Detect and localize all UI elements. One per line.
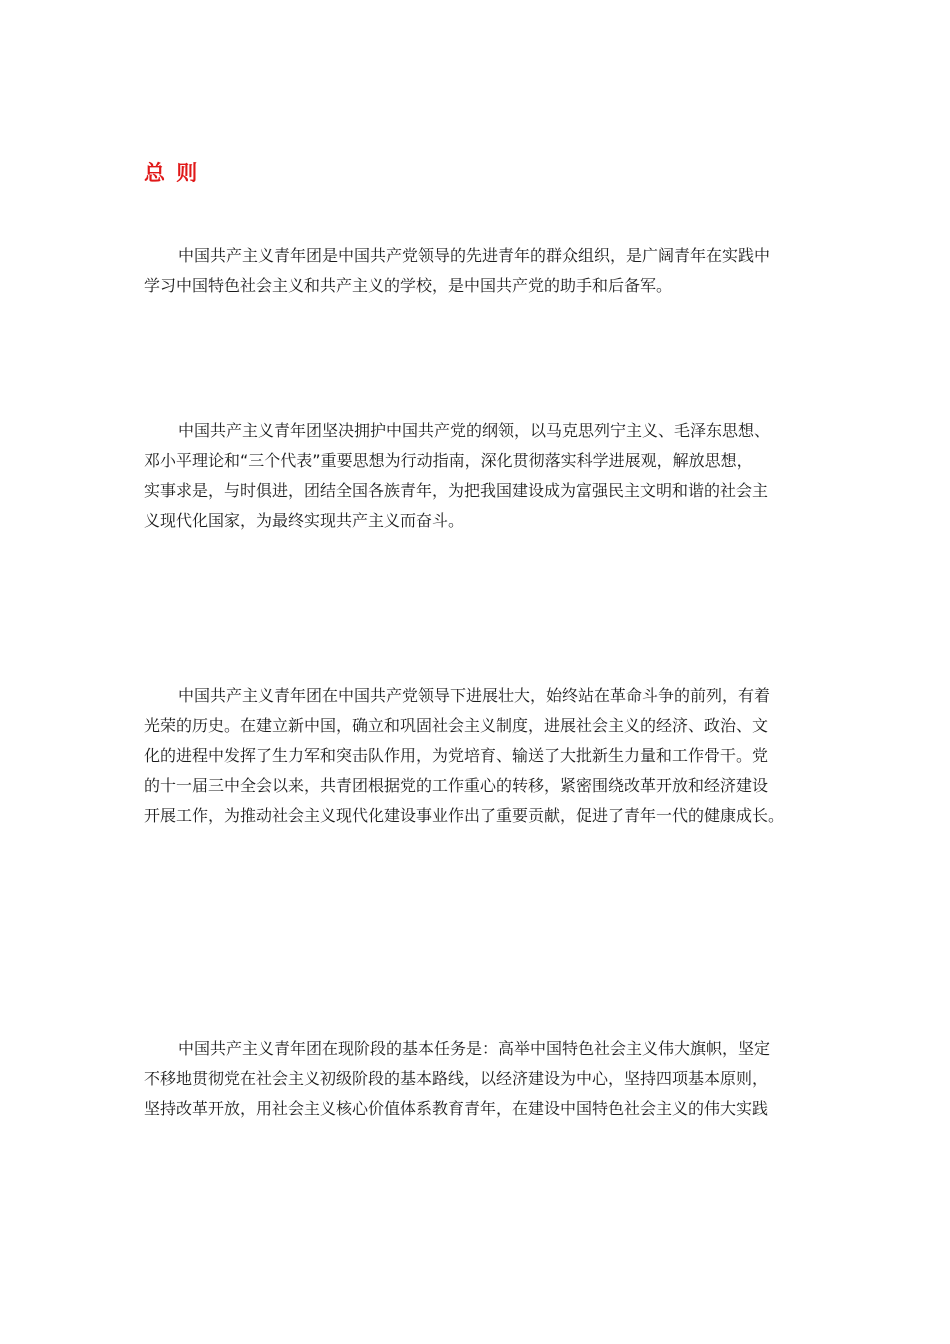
paragraph-line: 中国共产主义青年团是中国共产党领导的先进青年的群众组织，是广阔青年在实践中 — [178, 246, 771, 265]
paragraph-line: 中国共产主义青年团在现阶段的基本任务是：高举中国特色社会主义伟大旗帜，坚定 — [178, 1039, 771, 1058]
paragraph — [144, 681, 810, 831]
paragraph-line: 的十一届三中全会以来，共青团根据党的工作重心的转移，紧密围绕改革开放和经济建设 — [144, 776, 769, 795]
paragraph-line: 中国共产主义青年团在中国共产党领导下进展壮大，始终站在革命斗争的前列，有着 — [178, 686, 771, 705]
paragraph — [144, 416, 810, 536]
paragraph-line: 学习中国特色社会主义和共产主义的学校，是中国共产党的助手和后备军。 — [144, 276, 673, 295]
paragraph-line: 邓小平理论和“三个代表”重要思想为行动指南，深化贯彻落实科学进展观，解放思想， — [144, 451, 753, 470]
paragraph-line: 实事求是，与时俱进，团结全国各族青年，为把我国建设成为富强民主文明和谐的社会主 — [144, 481, 769, 500]
paragraph — [144, 1034, 810, 1124]
paragraph-line: 义现代化国家，为最终实现共产主义而奋斗。 — [144, 511, 465, 530]
paragraph-line: 开展工作，为推动社会主义现代化建设事业作出了重要贡献，促进了青年一代的健康成长。 — [144, 806, 785, 825]
paragraph-line: 不移地贯彻党在社会主义初级阶段的基本路线，以经济建设为中心，坚持四项基本原则， — [144, 1069, 769, 1088]
paragraph-line: 光荣的历史。在建立新中国，确立和巩固社会主义制度，进展社会主义的经济、政治、文 — [144, 716, 769, 735]
section-heading: 总 则 — [144, 161, 200, 185]
paragraph-line: 化的进程中发挥了生力军和突击队作用，为党培育、输送了大批新生力量和工作骨干。党 — [144, 746, 769, 765]
paragraph-line: 中国共产主义青年团坚决拥护中国共产党的纲领，以马克思列宁主义、毛泽东思想、 — [178, 421, 771, 440]
paragraph-line: 坚持改革开放，用社会主义核心价值体系教育青年，在建设中国特色社会主义的伟大实践 — [144, 1099, 769, 1118]
paragraph — [144, 241, 810, 301]
